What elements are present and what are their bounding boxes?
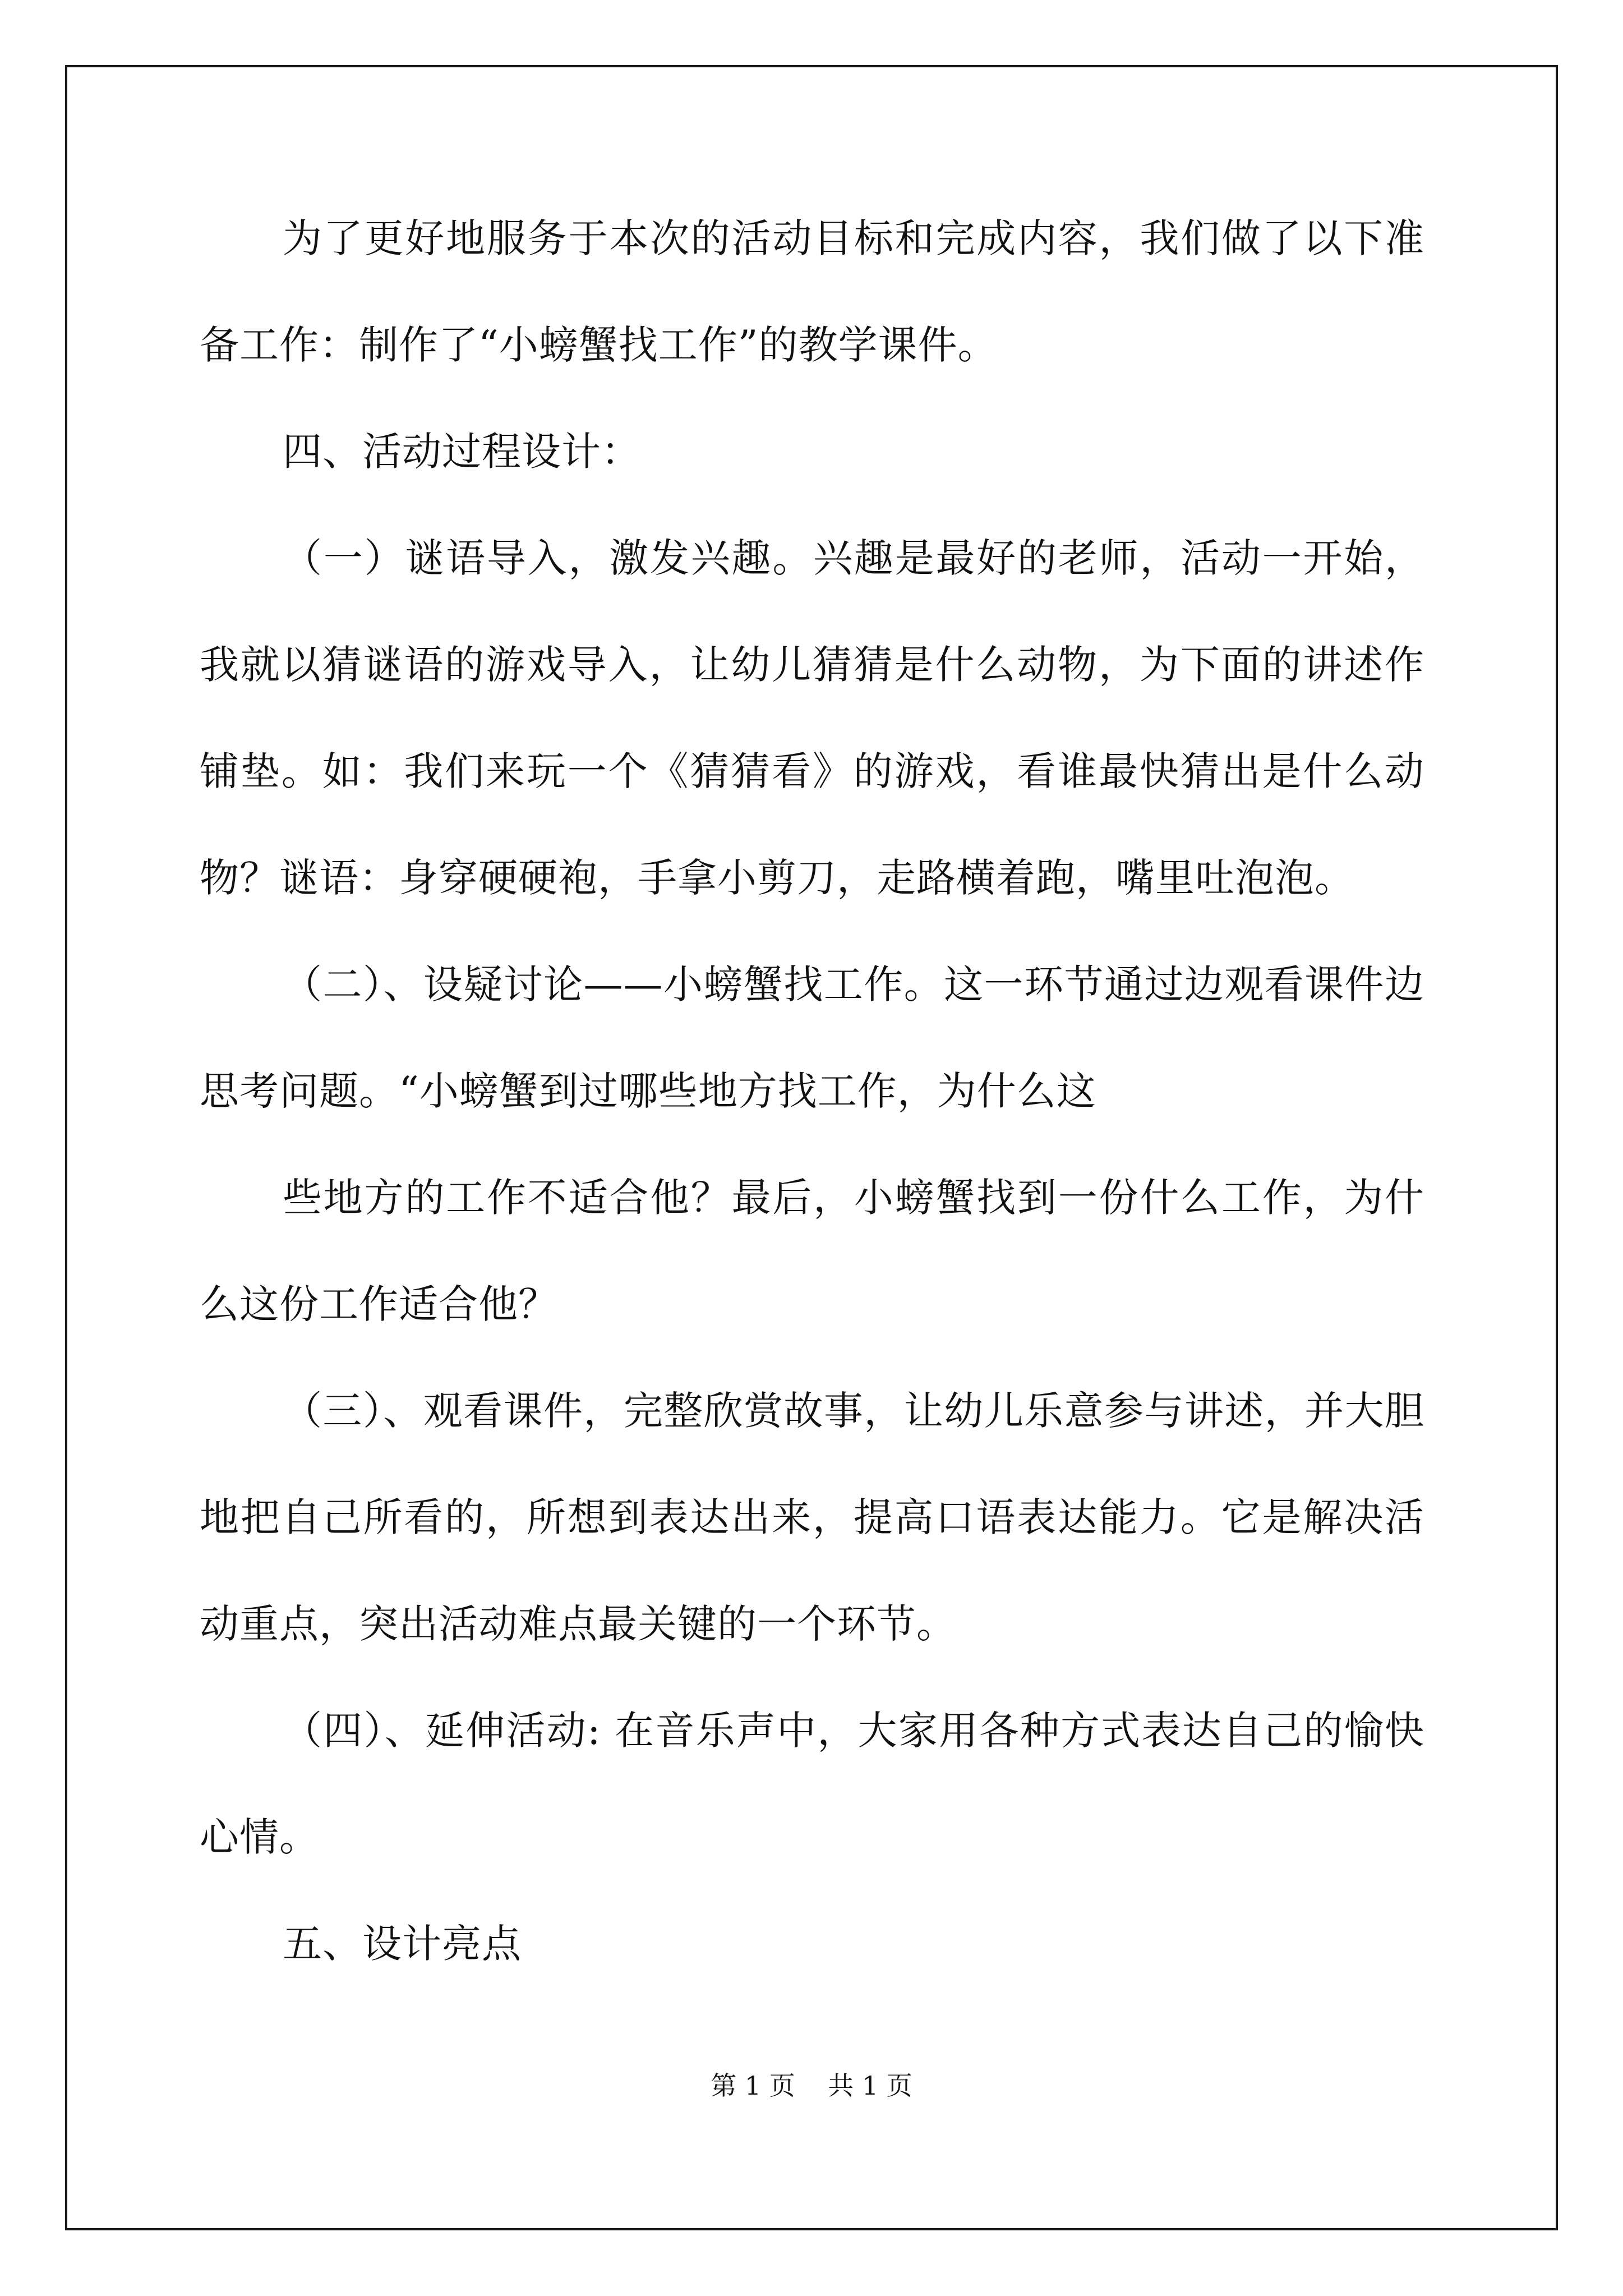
text-line: 么这份工作适合他？ (200, 1281, 558, 1327)
text-line: 思考问题。“小螃蟹到过哪些地方找工作，为什么这 (200, 1068, 1096, 1114)
text-line: 为了更好地服务于本次的活动目标和完成内容，我们做了以下准 (283, 215, 1424, 261)
text-line: 地把自己所看的，所想到表达出来，提高口语表达能力。它是解决活 (200, 1494, 1424, 1540)
text-line: 动重点，突出活动难点最关键的一个环节。 (200, 1601, 956, 1647)
section-heading: 四、活动过程设计： (283, 429, 641, 475)
text-line: 我就以猜谜语的游戏导入，让幼儿猜猜是什么动物，为下面的讲述作 (200, 642, 1424, 688)
text-line: （三）、观看课件，完整欣赏故事，让幼儿乐意参与讲述，并大胆 (283, 1388, 1424, 1434)
text-line: （一）谜语导入，激发兴趣。兴趣是最好的老师，活动一开始， (283, 535, 1424, 581)
page-border (65, 65, 1558, 2230)
section-heading: 五、设计亮点 (283, 1921, 522, 1967)
text-line: （四）、延伸活动: 在音乐声中，大家用各种方式表达自己的愉快 (283, 1708, 1424, 1754)
text-line: 备工作：制作了“小螃蟹找工作”的教学课件。 (200, 322, 998, 368)
text-line: 铺垫。如：我们来玩一个《猜猜看》的游戏，看谁最快猜出是什么动 (200, 748, 1424, 794)
text-line: 心情。 (200, 1814, 319, 1860)
text-line: （二）、设疑讨论——小螃蟹找工作。这一环节通过边观看课件边 (283, 961, 1424, 1007)
text-line: 物？谜语：身穿硬硬袍，手拿小剪刀，走路横着跑，嘴里吐泡泡。 (200, 855, 1354, 901)
text-line: 些地方的工作不适合他？最后，小螃蟹找到一份什么工作，为什 (283, 1175, 1424, 1221)
page-number-footer: 第 1 页 共 1 页 (711, 2070, 912, 2101)
